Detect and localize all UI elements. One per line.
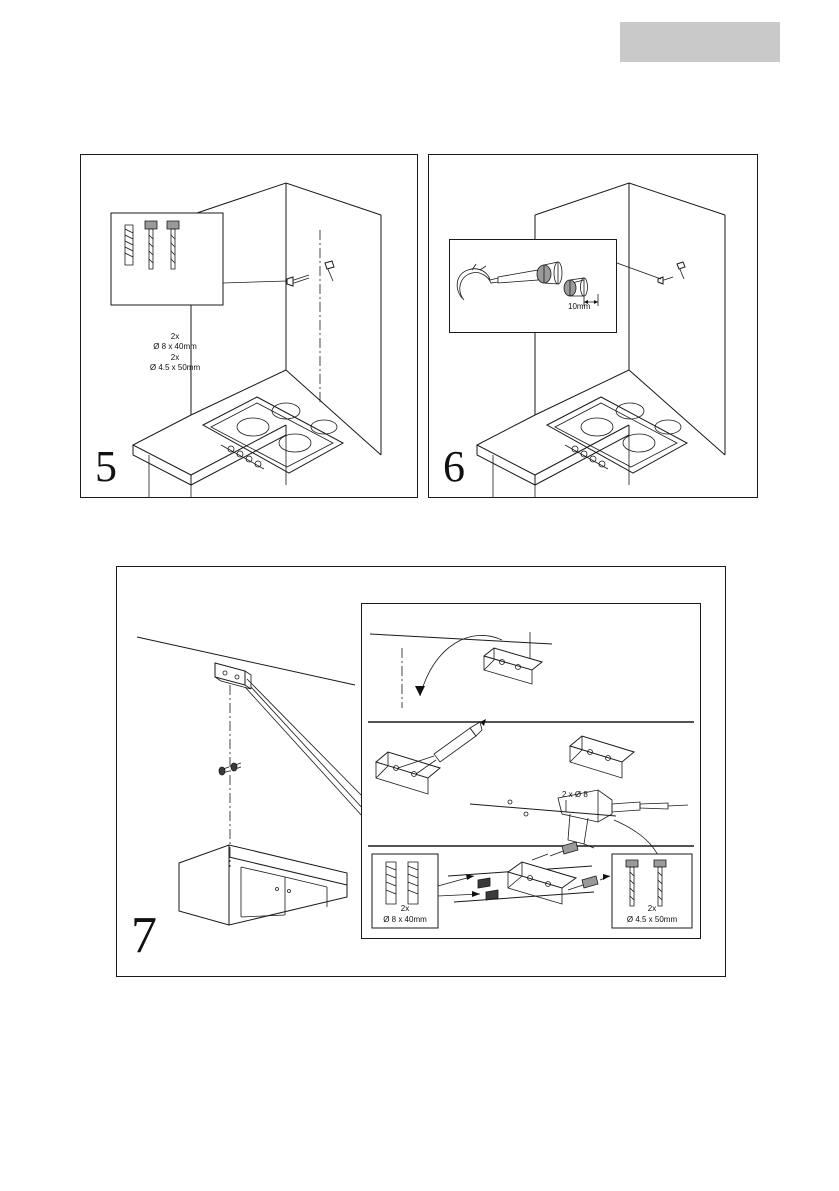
protrusion-label: 10mm [568,302,591,311]
step-6-detail-inset [449,239,617,333]
step-6-panel [428,154,758,498]
dowel-spec-label: Ø 8 x 40mm [153,342,197,351]
step-7-number: 7 [131,907,157,964]
screw-quantity-label-7: 2x [647,904,657,913]
step-5-panel [80,154,418,498]
screw-spec-label-7: Ø 4.5 x 50mm [626,915,678,924]
dowel-spec-label-7: Ø 8 x 40mm [383,915,427,924]
step-6-number: 6 [443,442,465,491]
step-5-illustration [81,155,417,497]
step-7-panel [116,566,726,977]
dowel-quantity-label-7: 2x [400,904,410,913]
screw-quantity-label: 2x [170,353,180,362]
screwdriver-detail [450,240,616,332]
dowel-quantity-label: 2x [170,332,180,341]
screw-spec-label: Ø 4.5 x 50mm [149,363,201,372]
drill-spec-label: 2 x Ø 8 [562,790,588,799]
step-7-detail-illustration [362,604,700,938]
step-5-number: 5 [95,442,117,491]
header-grey-bar [620,22,780,62]
step-7-detail-box [361,603,701,939]
